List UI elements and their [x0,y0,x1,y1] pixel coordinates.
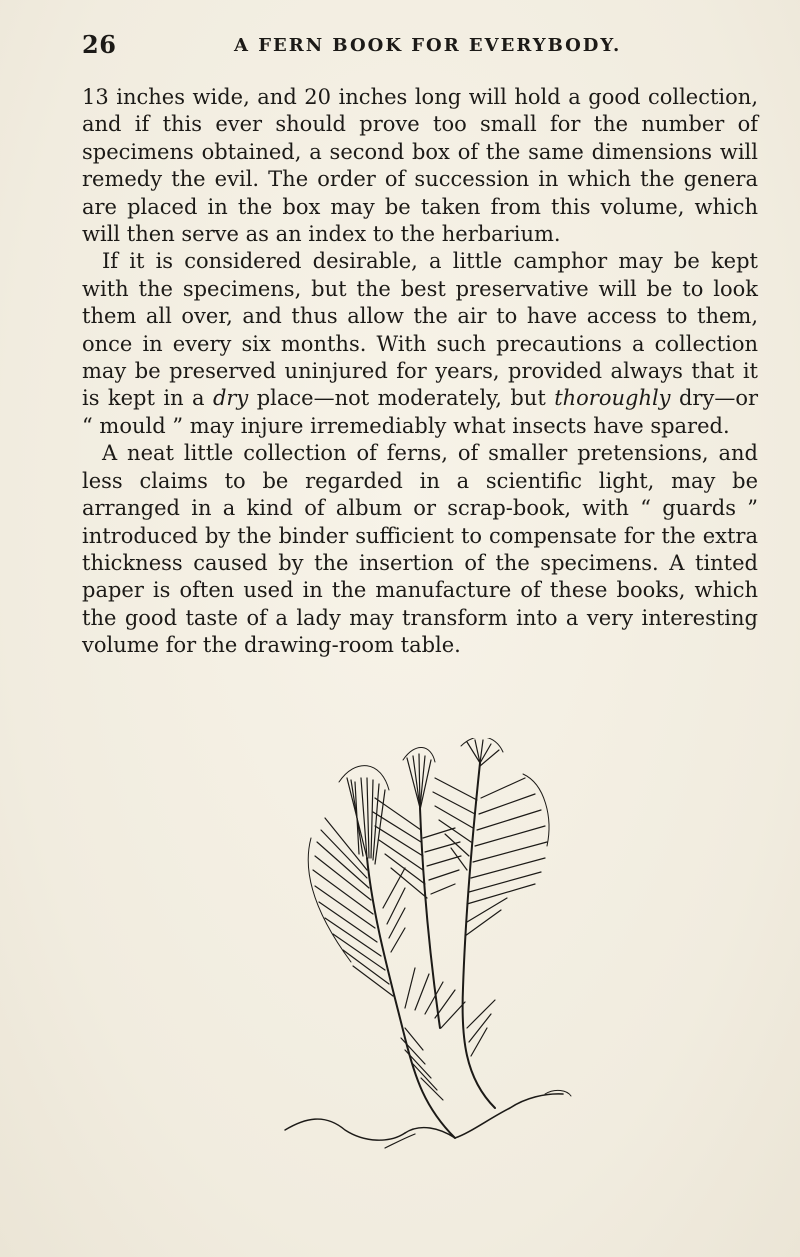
paragraph-1: 13 inches wide, and 20 inches long will hold a good collection, and if this ever should prove too small for the number of specimens obtained, a second box of the same dimensions will remedy the evil. The order of succession in which the genera are placed in the box may be taken from this volume, which will then serve as an index to the herbarium. [82,85,758,247]
fern-frond-engraving-icon [255,738,585,1158]
paragraph-2-text-c: dry—or “ mould ” may injure irremediably what insects have spared. [82,386,759,438]
paragraph-2-text-b: place—not moderately, but [248,386,555,411]
emphasis-thoroughly: thoroughly [554,386,671,411]
emphasis-dry: dry [212,386,249,411]
page-header [82,30,758,60]
body-text [82,84,758,660]
paragraph-2-text-a: If it is considered desirable, a little camphor may be kept with the specimens, but the best preservative will be to look them all over, and thus allow the air to have access to them, once in every six months. With such precautions a collection may be preserved uninjured for years, provided always that it is kept in a [82,249,758,411]
running-head: A FERN BOOK FOR EVERYBODY. [234,35,622,56]
paragraph-3: A neat little collection of ferns, of smaller pretensions, and less claims to be regarded in a scientific light, may be arranged in a kind of album or scrap-book, with “ guards ” introduced by the binder sufficient to compensate for the extra thickness caused by the insertion of the specimens. A tinted paper is often used in the manufacture of these books, which the good taste of a lady may transform into a very interesting volume for the drawing-room table. [82,441,758,658]
page-number: 26 [82,30,117,59]
paragraph-2 [82,248,758,440]
